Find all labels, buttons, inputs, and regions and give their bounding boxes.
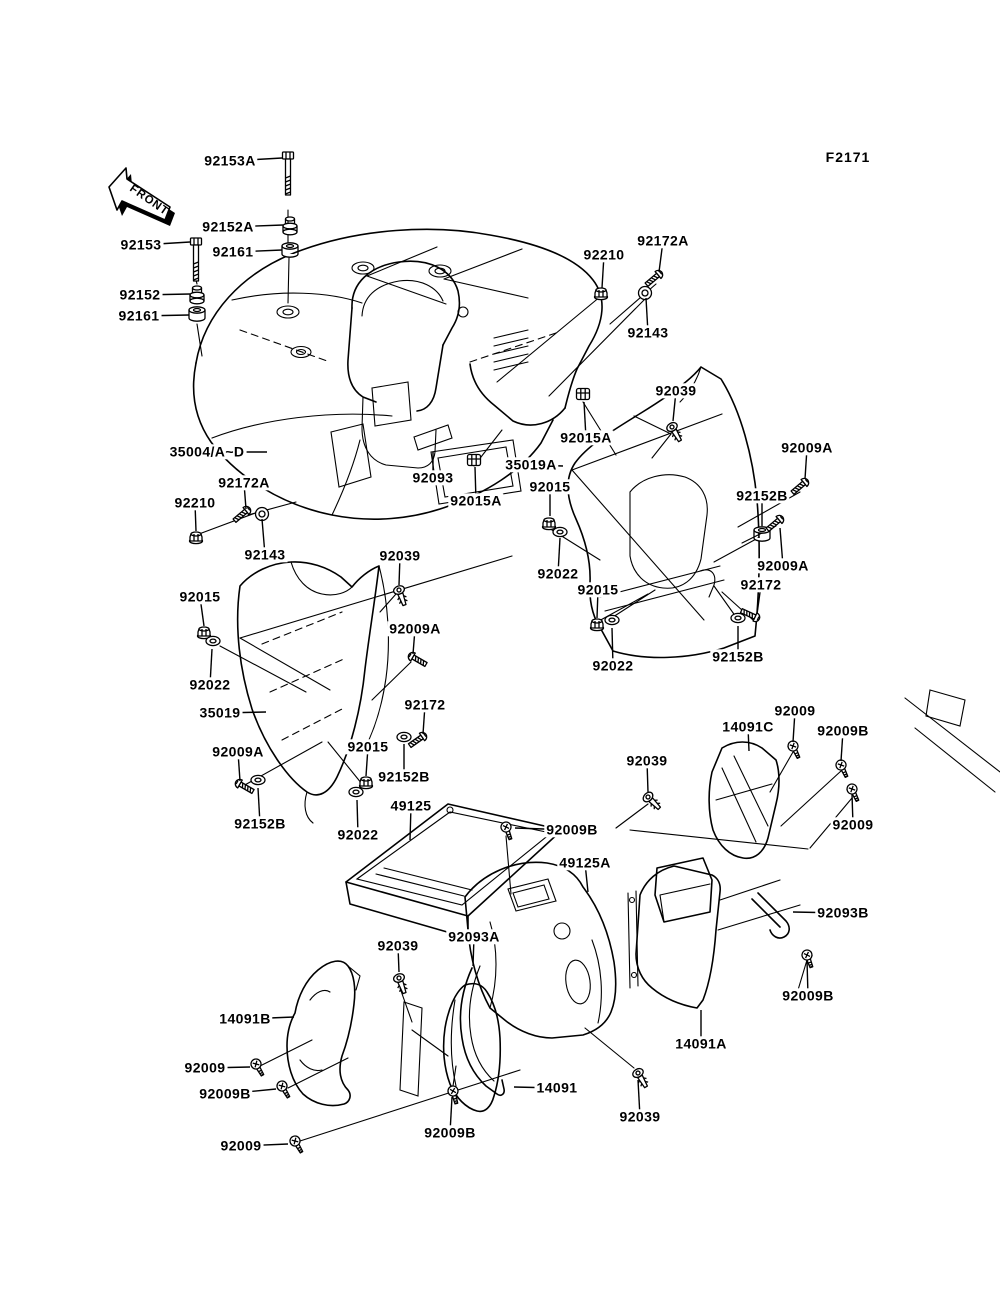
part-label-14091: 14091: [536, 1079, 578, 1096]
part-label-92015: 92015: [529, 478, 571, 495]
leader-line: [410, 806, 411, 840]
part-label-92009b: 92009B: [782, 987, 834, 1004]
part-label-49125a: 49125A: [559, 854, 611, 871]
fastener-washer-icon: [605, 615, 619, 624]
part-label-92009b: 92009B: [817, 722, 869, 739]
leader-line: [195, 503, 196, 531]
part-label-14091b: 14091B: [219, 1010, 271, 1027]
sticker-92093: [414, 425, 452, 450]
leader-line: [139, 315, 189, 316]
fastener-rivet-icon: [631, 1067, 651, 1090]
leader-line: [805, 448, 807, 479]
fastener-washer-icon: [731, 613, 745, 622]
part-label-92022: 92022: [537, 565, 579, 582]
inner-panel-35019: [238, 556, 512, 823]
main-fender-35004: [194, 210, 602, 519]
part-label-92093a: 92093A: [448, 928, 500, 945]
part-label-92093b: 92093B: [817, 904, 869, 921]
fastener-screwtop-icon: [834, 758, 851, 779]
center-fender-49125a: [465, 862, 616, 1038]
part-label-92009: 92009: [184, 1059, 226, 1076]
leader-line: [780, 528, 783, 566]
fastener-layer: [189, 152, 862, 1155]
part-label-92022: 92022: [592, 657, 634, 674]
leader-line: [647, 761, 648, 792]
fastener-screwtop-icon: [786, 739, 803, 760]
fastener-collar-icon: [190, 286, 204, 304]
leader-line: [473, 937, 474, 966]
leader-line: [514, 1087, 557, 1088]
leader-line: [585, 863, 588, 892]
part-label-92039: 92039: [626, 752, 668, 769]
part-label-92015a: 92015A: [450, 492, 502, 509]
front-arrow-label: FRONT: [127, 182, 171, 219]
fastener-nut-icon: [190, 532, 203, 544]
fastener-nut-icon: [543, 518, 556, 530]
fastener-screwtop-icon: [288, 1134, 306, 1155]
fastener-screw-icon: [765, 513, 786, 533]
part-label-92153a: 92153A: [204, 152, 256, 169]
leader-line: [399, 556, 400, 585]
fastener-clip-icon: [577, 389, 590, 400]
part-label-92009a: 92009A: [212, 743, 264, 760]
fastener-screwtop-icon: [275, 1079, 293, 1100]
leader-line: [200, 597, 204, 626]
leader-line: [140, 294, 190, 295]
fastener-screwtop-icon: [249, 1057, 267, 1078]
part-label-92210: 92210: [583, 246, 625, 263]
leader-line: [852, 794, 853, 825]
hook-92093a: [460, 966, 504, 1095]
part-label-14091c: 14091C: [722, 718, 774, 735]
leader-line: [612, 628, 613, 666]
leader-line: [220, 712, 266, 713]
part-label-92153: 92153: [120, 236, 162, 253]
part-label-92022: 92022: [189, 676, 231, 693]
fastener-nut-icon: [595, 288, 608, 300]
leader-line: [807, 960, 808, 996]
fastener-screwtop-icon: [447, 1085, 461, 1105]
part-label-92161: 92161: [212, 243, 254, 260]
part-label-92152b: 92152B: [234, 815, 286, 832]
leader-line: [366, 747, 368, 776]
leader-line: [244, 483, 246, 509]
leader-line: [423, 705, 425, 734]
fastener-washer-icon: [349, 787, 363, 796]
bracket-14091c: [709, 742, 779, 858]
leader-line: [238, 752, 240, 781]
fastener-screw-icon: [790, 476, 811, 496]
leader-line: [602, 255, 604, 288]
leader-line: [475, 467, 476, 501]
leader-line: [413, 629, 415, 654]
fastener-grommet-icon: [189, 307, 205, 321]
part-label-92009b: 92009B: [424, 1124, 476, 1141]
part-label-92015: 92015: [347, 738, 389, 755]
part-label-92009b: 92009B: [546, 821, 598, 838]
fastener-nut-icon: [360, 777, 373, 789]
part-label-92009b: 92009B: [199, 1085, 251, 1102]
part-label-92143: 92143: [627, 324, 669, 341]
part-label-14091a: 14091A: [675, 1035, 727, 1052]
leader-line: [225, 1089, 276, 1094]
part-label-92039: 92039: [619, 1108, 661, 1125]
part-label-92009a: 92009A: [781, 439, 833, 456]
part-label-92015: 92015: [179, 588, 221, 605]
part-label-92172: 92172: [740, 576, 782, 593]
part-label-35004-a-d: 35004/A~D: [169, 443, 245, 460]
part-label-92161: 92161: [118, 307, 160, 324]
leader-line: [210, 649, 212, 685]
fastener-washer-icon: [397, 732, 411, 741]
fastener-washer-icon: [553, 527, 567, 536]
fastener-washer-icon: [206, 636, 220, 645]
leader-lines: [139, 158, 853, 1146]
side-cover-14091a: [628, 690, 1000, 1008]
leader-line: [205, 1067, 250, 1068]
leader-line: [638, 1080, 640, 1117]
leader-line: [793, 912, 843, 913]
hook-92093b: [752, 893, 789, 938]
part-label-92152b: 92152B: [378, 768, 430, 785]
part-label-92152b: 92152B: [736, 487, 788, 504]
fastener-screw-icon: [407, 651, 429, 669]
part-label-92143: 92143: [244, 546, 286, 563]
leader-line: [597, 590, 598, 618]
leader-line: [357, 800, 358, 835]
fastener-screw-icon: [232, 504, 253, 524]
leader-line: [450, 1097, 452, 1133]
figure-code: F2171: [825, 149, 871, 165]
fastener-bolt-icon: [191, 238, 202, 281]
frame-rails: [905, 698, 1000, 792]
part-label-92152a: 92152A: [202, 218, 254, 235]
fastener-washer-icon: [251, 775, 265, 784]
leader-line: [228, 225, 283, 227]
fastener-rivet-icon: [641, 790, 663, 812]
part-label-92039: 92039: [655, 382, 697, 399]
leader-line: [748, 727, 749, 751]
part-label-92009a: 92009A: [389, 620, 441, 637]
leader-line: [793, 711, 795, 742]
leader-line: [398, 946, 399, 972]
part-label-92009: 92009: [220, 1137, 262, 1154]
leader-line: [584, 402, 586, 438]
leader-line: [558, 538, 560, 574]
part-label-92152: 92152: [119, 286, 161, 303]
leader-line: [258, 788, 260, 824]
fastener-nut-icon: [591, 619, 604, 631]
leader-line: [659, 241, 663, 272]
part-label-92015a: 92015A: [560, 429, 612, 446]
front-direction-arrow: [109, 168, 175, 226]
leader-line: [262, 519, 265, 555]
cover-14091b: [287, 961, 448, 1105]
leader-line: [531, 465, 563, 466]
fastener-screwtop-icon: [801, 949, 817, 969]
fastener-clip-icon: [468, 455, 481, 466]
part-label-92009: 92009: [774, 702, 816, 719]
part-label-92015: 92015: [577, 581, 619, 598]
leader-line: [841, 731, 843, 761]
fastener-collar-icon: [283, 217, 297, 235]
part-label-35019a: 35019A: [505, 456, 557, 473]
part-label-92172a: 92172A: [637, 232, 689, 249]
part-label-92172a: 92172A: [218, 474, 270, 491]
leader-line: [233, 250, 282, 252]
leader-line: [241, 1144, 288, 1146]
fastener-ring-icon: [256, 508, 269, 521]
part-label-92172: 92172: [404, 696, 446, 713]
part-label-92093: 92093: [412, 469, 454, 486]
part-label-49125: 49125: [390, 797, 432, 814]
part-label-92009a: 92009A: [757, 557, 809, 574]
fastener-ring-icon: [639, 287, 652, 300]
leader-line: [515, 828, 572, 830]
tray-49125: [346, 804, 562, 938]
leader-line: [230, 158, 282, 161]
leader-line: [646, 298, 648, 333]
part-label-92009: 92009: [832, 816, 874, 833]
part-label-92152b: 92152B: [712, 648, 764, 665]
part-label-92210: 92210: [174, 494, 216, 511]
leader-line: [141, 242, 190, 245]
part-label-35019: 35019: [199, 704, 241, 721]
part-label-92022: 92022: [337, 826, 379, 843]
fastener-screwtop-icon: [500, 821, 516, 841]
leader-line: [245, 1017, 294, 1019]
fastener-bolt-icon: [283, 152, 294, 195]
fastener-screwtop-icon: [845, 782, 862, 803]
pointer-lines: [199, 284, 852, 1141]
part-label-92039: 92039: [377, 937, 419, 954]
fastener-grommet-icon: [282, 243, 298, 257]
part-label-92039: 92039: [379, 547, 421, 564]
leader-line: [673, 391, 676, 421]
